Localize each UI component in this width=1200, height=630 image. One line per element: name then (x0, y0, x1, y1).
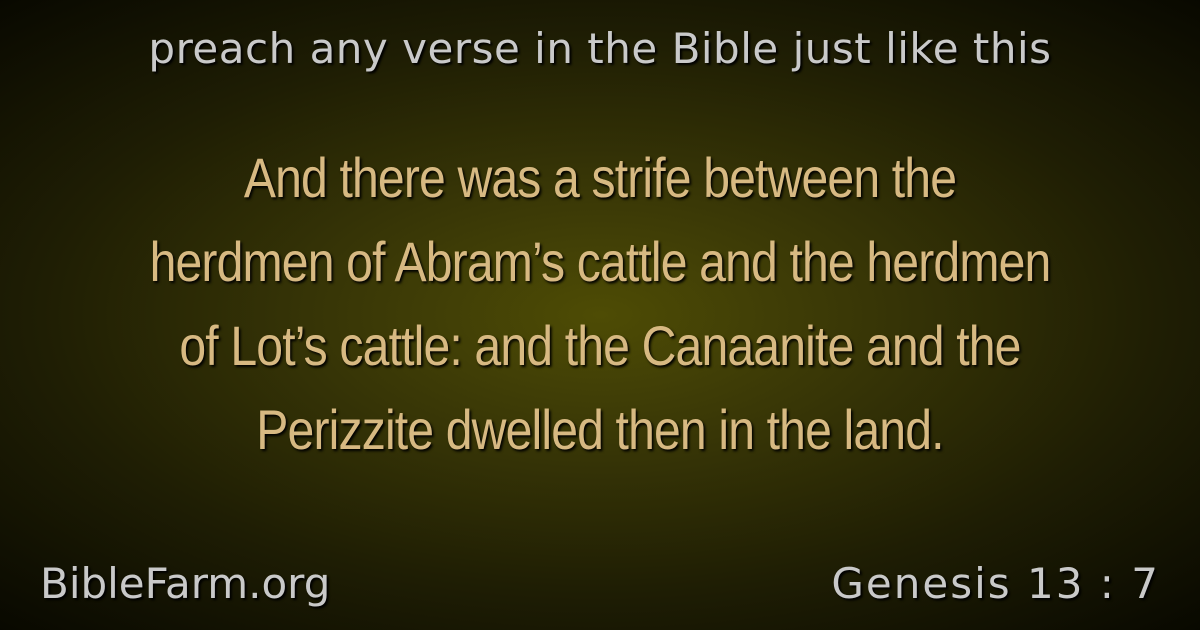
verse-line: Perizzite dwelled then in the land. (256, 398, 944, 461)
verse-line: of Lot’s cattle: and the Canaanite and the (179, 314, 1021, 377)
verse-line: And there was a strife between the (243, 146, 957, 209)
verse-reference: Genesis 13 : 7 (831, 559, 1160, 608)
site-name: BibleFarm.org (40, 559, 331, 608)
verse-text (40, 136, 1160, 472)
tagline: preach any verse in the Bible just like this (148, 24, 1052, 73)
verse-line: herdmen of Abram’s cattle and the herdmen (149, 230, 1051, 293)
